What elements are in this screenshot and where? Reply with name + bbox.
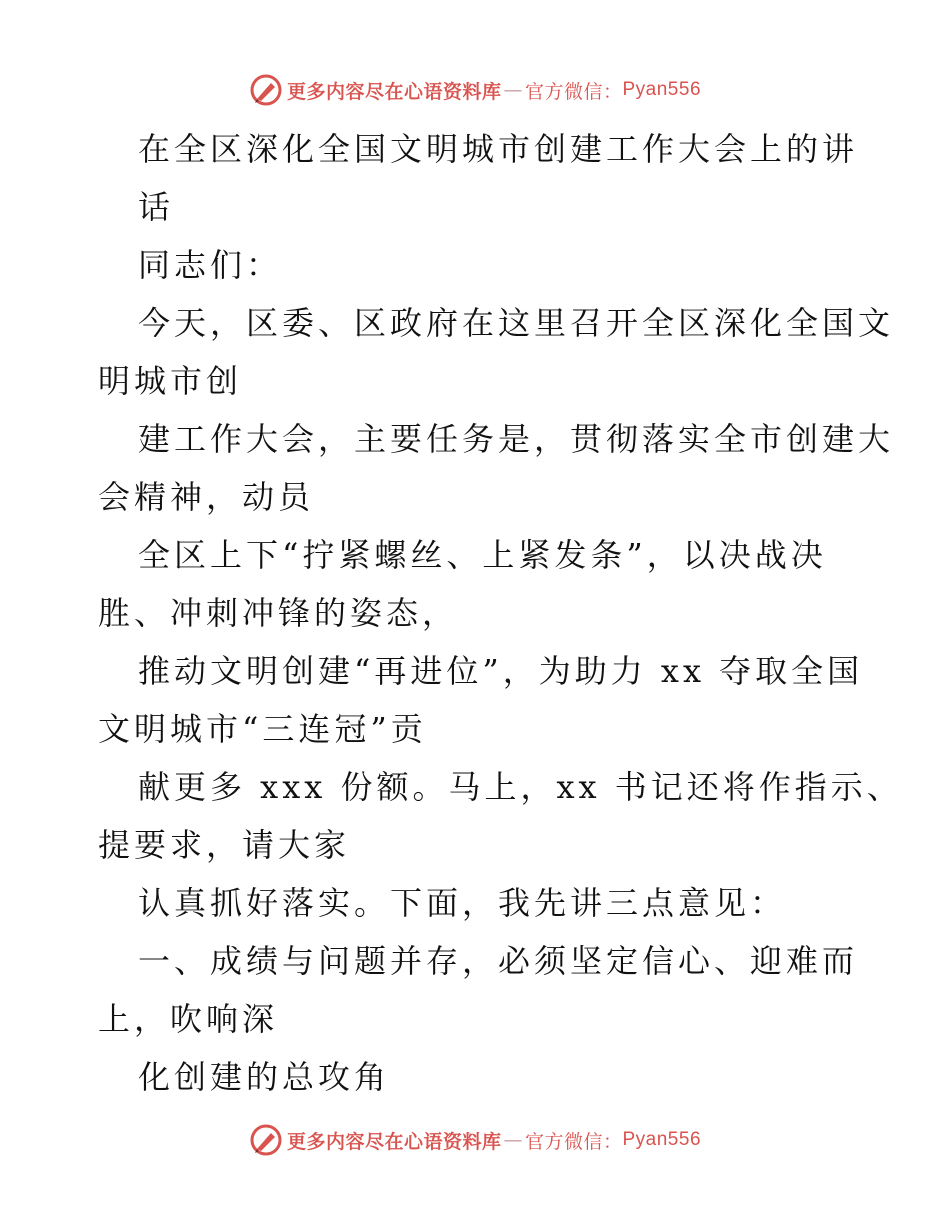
pen-logo-icon [249,73,283,107]
pen-logo-icon [249,1123,283,1157]
watermark-wechat-handle: Pyan556 [622,79,702,100]
watermark-wechat-handle: Pyan556 [622,1129,702,1150]
text-line: 化创建的总攻角 [138,1058,391,1096]
document-body [98,120,903,1106]
text-line: 文明城市“三连冠”贡 [98,710,427,748]
text-line: 提要求，请大家 [98,826,351,864]
text-line: 推动文明创建“再进位”，为助力 xx 夺取全国 [138,652,864,690]
watermark-separator: — [503,1129,523,1151]
text-line: 一、成绩与问题并存，必须坚定信心、迎难而 [138,942,859,980]
text-line: 会精神，动员 [98,478,315,516]
text-line: 胜、冲刺冲锋的姿态， [98,594,459,632]
text-line: 明城市创 [98,362,243,400]
header-watermark [0,70,950,110]
text-line: 在全区深化全国文明城市创建工作大会上的讲 [138,130,859,168]
text-line: 同志们： [138,246,283,284]
text-line: 认真抓好落实。下面，我先讲三点意见： [138,884,787,922]
watermark-site-name: 更多内容尽在心语资料库 [286,1130,502,1153]
footer-watermark [0,1120,950,1160]
watermark-site-name: 更多内容尽在心语资料库 [286,80,502,103]
text-line: 话 [138,188,175,226]
watermark-separator: — [503,79,523,101]
text-line: 全区上下“拧紧螺丝、上紧发条”，以决战决 [138,536,827,574]
watermark-wechat-label: 官方微信： [524,80,623,103]
text-line: 建工作大会，主要任务是，贯彻落实全市创建大 [138,420,895,458]
text-line: 今天，区委、区政府在这里召开全区深化全国文 [138,304,895,342]
text-line: 上，吹响深 [98,1000,279,1038]
text-line: 献更多 xxx 份额。马上，xx 书记还将作指示、 [138,768,903,806]
watermark-wechat-label: 官方微信： [524,1130,623,1153]
